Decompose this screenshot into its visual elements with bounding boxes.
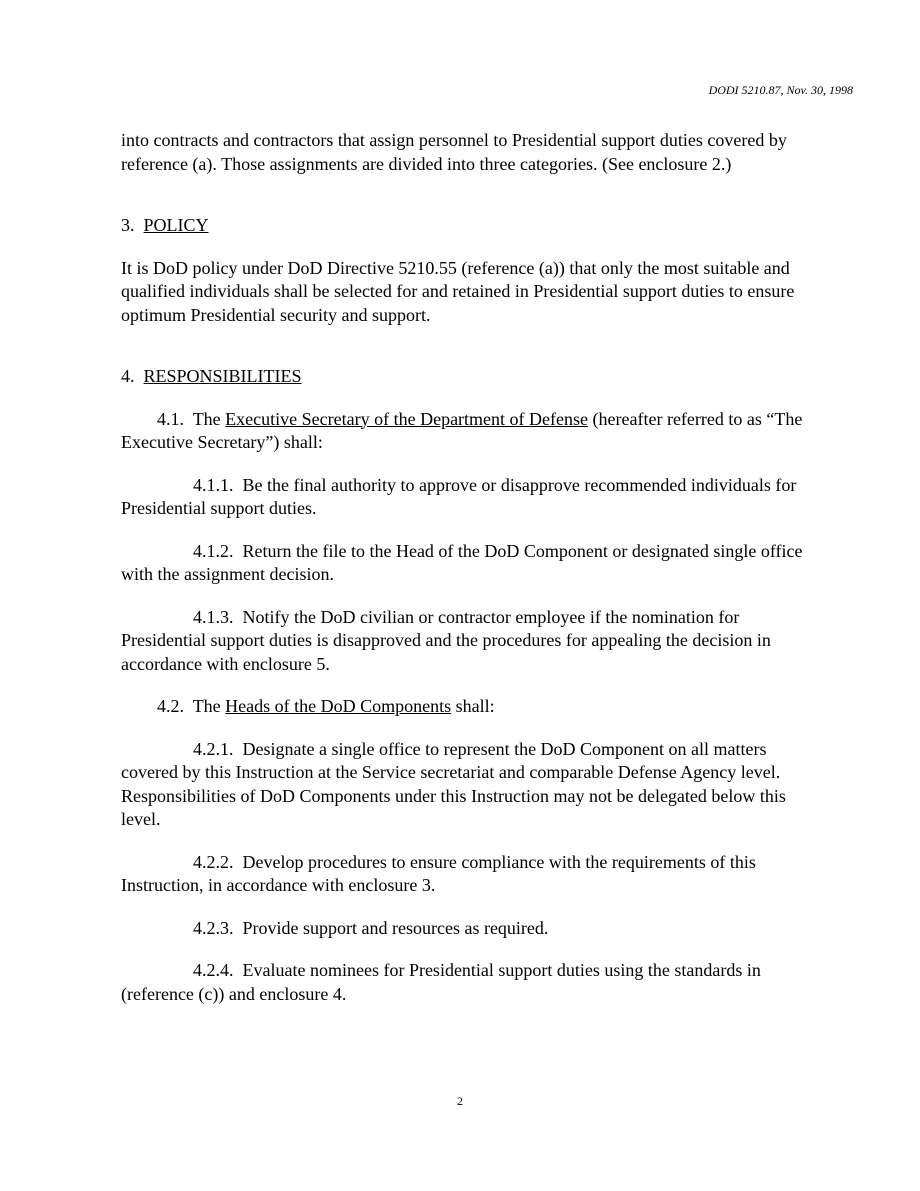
paragraph-4-2 [121,695,811,719]
section-title: RESPONSIBILITIES [143,366,302,386]
section-title: POLICY [143,215,209,235]
paragraph-4-2-2 [121,851,811,898]
document-body [121,129,811,1006]
doc-reference: DODI 5210.87, Nov. 30, 1998 [708,83,853,97]
paragraph-number: 4.1.1. [193,474,234,495]
paragraph-text: Evaluate nominees for Presidential support duties using the standards in (reference (c)) and enclosure 4. [121,960,761,1004]
paragraph-number: 4.2.1. [193,738,234,759]
section-number: 3. [121,215,135,235]
paragraph-text: The [192,696,221,716]
paragraph-number: 4.2. [157,696,184,716]
paragraph-4-1-1 [121,474,811,521]
page-number: 2 [457,1094,463,1108]
paragraph-4-1-3 [121,606,811,677]
paragraph-4-1-2 [121,540,811,587]
document-header [709,83,853,97]
paragraph-4-2-4 [121,959,811,1006]
paragraph-number: 4.2.4. [193,960,234,980]
underlined-term: Heads of the DoD Components [225,696,452,716]
paragraph-text: The [192,408,221,429]
paragraph-4-1 [121,408,811,455]
paragraph-4-2-3 [121,917,811,941]
policy-paragraph: It is DoD policy under DoD Directive 5210.55 (reference (a)) that only the most suitable and qualified individuals shall be selected for and retained in Presidential support duties to ensure optimum Presidential security and support. [121,257,795,325]
underlined-term: Executive Secretary of the Department of Defense [225,408,589,429]
intro-paragraph: into contracts and contractors that assign personnel to Presidential support duties covered by reference (a). Those assignments are divided into three categories. (See enclosure 2.) [121,130,787,174]
paragraph-text: Designate a single office to represent the DoD Component on all matters covered by this Instruction at the Service secretariat and comparable Defense Agency level. Responsibilities of DoD Components under this Instruction may not be delegated below this level. [121,738,786,829]
paragraph-text: (hereafter referred to as “The Executive Secretary”) shall: [121,408,803,452]
page-footer [0,1094,920,1108]
paragraph-text: Develop procedures to ensure compliance with the requirements of this Instruction, in accordance with enclosure 3. [121,851,756,895]
paragraph-number: 4.2.3. [193,917,234,938]
paragraph-number: 4.2.2. [193,851,234,872]
paragraph-number: 4.1.3. [193,606,234,627]
paragraph-number: 4.1.2. [193,540,234,561]
section-number: 4. [121,366,135,386]
paragraph-text: Return the file to the Head of the DoD Component or designated single office with the assignment decision. [121,540,803,584]
paragraph-text: Provide support and resources as required. [242,917,549,938]
paragraph-number: 4.1. [157,408,184,429]
paragraph-4-2-1 [121,738,811,832]
paragraph-text: Be the final authority to approve or disapprove recommended individuals for Presidential support duties. [121,474,797,518]
paragraph-text: Notify the DoD civilian or contractor employee if the nomination for Presidential support duties is disapproved and the procedures for appealing the decision in accordance with enclosure 5. [121,606,771,674]
section-4-heading [121,365,811,389]
paragraph-text: shall: [455,696,495,716]
section-3-heading [121,214,811,238]
